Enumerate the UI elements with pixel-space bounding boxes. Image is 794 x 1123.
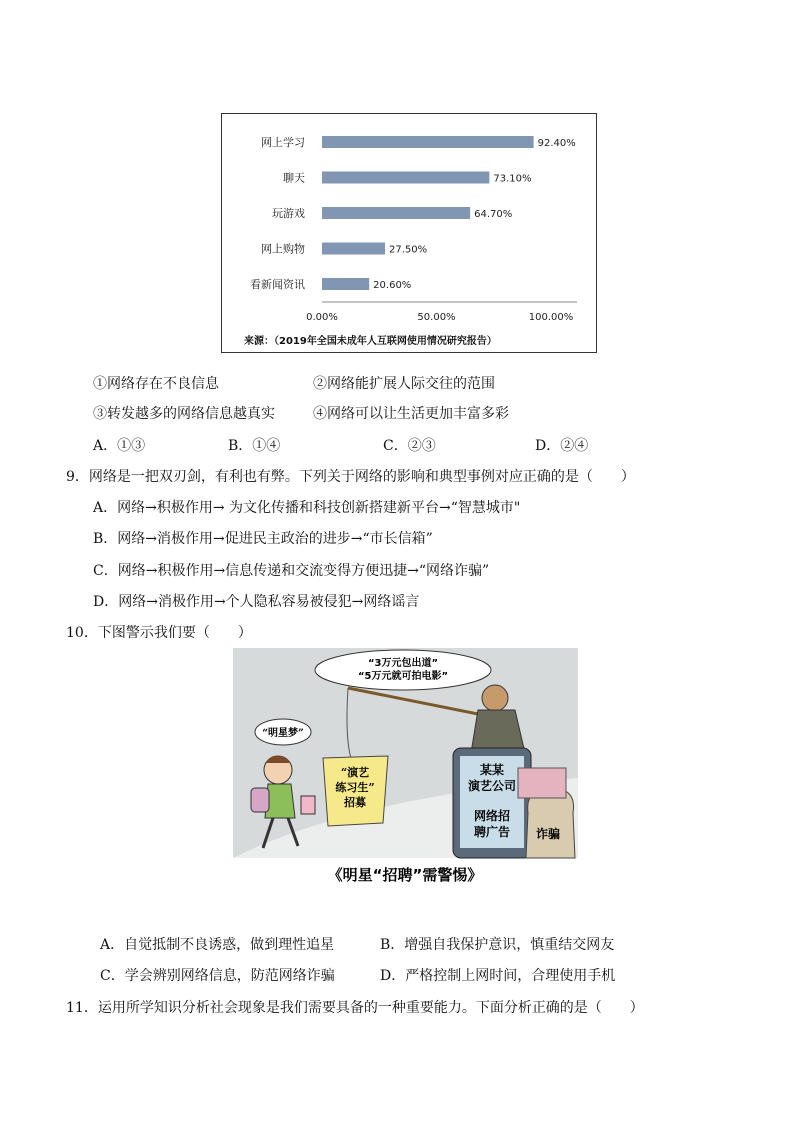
girl-resume bbox=[301, 796, 315, 814]
value-label: 27.50% bbox=[388, 244, 428, 256]
q8-option-3: ③转发越多的网络信息越真实 bbox=[93, 406, 275, 422]
money-pile bbox=[518, 768, 566, 798]
category-label: 网上学习 bbox=[261, 136, 305, 149]
q10-choice-d: D．严格控制上网时间，合理使用手机 bbox=[380, 968, 616, 984]
q8-choice-c: C．②③ bbox=[383, 438, 436, 454]
usage-bar-chart bbox=[221, 113, 597, 353]
q9-choice-d: D．网络→消极作用→个人隐私容易被侵犯→网络谣言 bbox=[93, 594, 420, 610]
phone-text-4: 聘广告 bbox=[473, 825, 511, 839]
chart-source: 来源：（2019年全国未成年人互联网使用情况研究报告） bbox=[244, 336, 497, 347]
speech-line-1: “3万元包出道” bbox=[367, 658, 439, 669]
poster-line-2: 练习生” bbox=[335, 781, 375, 794]
q10-choice-b: B．增强自我保护意识，慎重结交网友 bbox=[380, 937, 615, 953]
category-label: 看新闻资讯 bbox=[250, 278, 305, 291]
cartoon-drawing bbox=[233, 648, 578, 890]
scammer-head bbox=[482, 685, 508, 711]
q8-choice-a: A．①③ bbox=[93, 438, 146, 454]
q9-choice-a: A．网络→积极作用→ 为文化传播和科技创新搭建新平台→“智慧城市" bbox=[93, 500, 521, 516]
poster-line-3: 招募 bbox=[344, 796, 366, 809]
scammer-body bbox=[471, 710, 525, 753]
speech-line-2: “5万元就可拍电影” bbox=[357, 671, 449, 682]
q10-choice-c: C．学会辨别网络信息，防范网络诈骗 bbox=[100, 968, 335, 984]
bag-label: 诈骗 bbox=[535, 827, 561, 841]
q9-choice-c: C．网络→积极作用→信息传递和交流变得方便迅捷→“网络诈骗” bbox=[93, 563, 490, 579]
value-label: 92.40% bbox=[537, 138, 576, 149]
value-label: 73.10% bbox=[493, 173, 532, 185]
phone-text-2: 演艺公司 bbox=[467, 779, 517, 793]
x-tick-label: 50.00% bbox=[417, 312, 456, 323]
bar bbox=[322, 136, 534, 148]
bar bbox=[322, 172, 489, 184]
value-label: 20.60% bbox=[373, 280, 412, 291]
q9-choice-b: B．网络→消极作用→促进民主政治的进步→“市长信箱” bbox=[93, 531, 433, 547]
q9-stem: 9．网络是一把双刃剑，有利也有弊。下列关于网络的影响和典型事例对应正确的是（ ） bbox=[66, 469, 635, 485]
poster-line-1: “演艺 bbox=[340, 766, 370, 779]
bar bbox=[322, 278, 369, 290]
q11-stem: 11．运用所学知识分析社会现象是我们需要具备的一种重要能力。下面分析正确的是（ ） bbox=[66, 1000, 644, 1016]
q8-option-4: ④网络可以让生活更加丰富多彩 bbox=[313, 406, 509, 422]
cartoon-caption: 《明星“招聘”需警惕》 bbox=[327, 866, 483, 884]
phone-text-1: 某某 bbox=[479, 763, 505, 777]
warning-cartoon bbox=[233, 648, 578, 890]
x-tick-label: 100.00% bbox=[528, 312, 574, 323]
chart-canvas bbox=[222, 114, 596, 352]
q8-choice-d: D．②④ bbox=[535, 438, 589, 454]
bar bbox=[322, 243, 385, 255]
phone-text-3: 网络招 bbox=[473, 809, 511, 823]
q8-choice-b: B．①④ bbox=[228, 438, 281, 454]
category-label: 玩游戏 bbox=[272, 207, 305, 220]
q10-stem: 10．下图警示我们要（ ） bbox=[66, 625, 252, 641]
girl-bubble-text: “明星梦” bbox=[262, 728, 304, 739]
q8-option-1: ①网络存在不良信息 bbox=[93, 376, 219, 392]
q10-choice-a: A．自觉抵制不良诱惑，做到理性追星 bbox=[100, 937, 335, 953]
category-label: 网上购物 bbox=[261, 242, 305, 256]
category-label: 聊天 bbox=[283, 171, 305, 185]
x-tick-label: 0.00% bbox=[306, 312, 338, 323]
speech-bubble bbox=[315, 650, 491, 690]
bar bbox=[322, 207, 470, 219]
girl-backpack bbox=[251, 788, 269, 812]
q8-option-2: ②网络能扩展人际交往的范围 bbox=[313, 376, 495, 392]
value-label: 64.70% bbox=[474, 209, 513, 220]
